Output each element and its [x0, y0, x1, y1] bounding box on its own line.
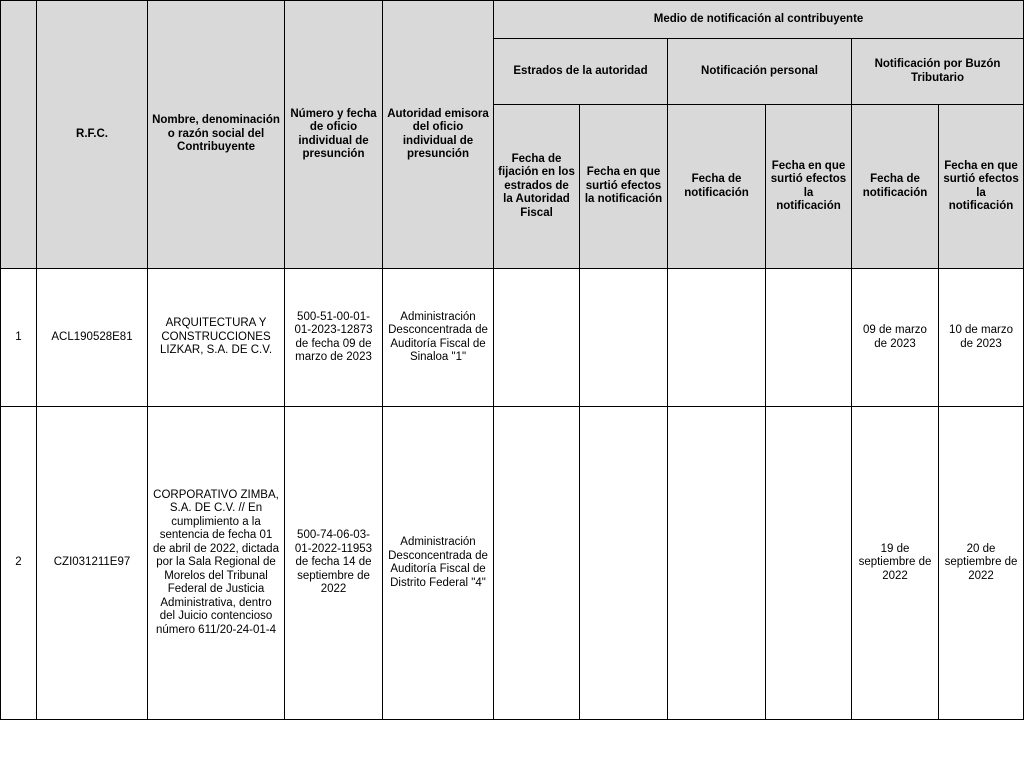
table-row: [1, 269, 1024, 407]
header-medio-notificacion: Medio de notificación al contribuyente: [494, 1, 1024, 39]
row-estrados-fijacion: [494, 407, 580, 720]
row-oficio: 500-51-00-01-01-2023-12873 de fecha 09 de marzo de 2023: [285, 269, 383, 407]
row-buzon-notificacion: 19 de septiembre de 2022: [852, 407, 939, 720]
row-buzon-notificacion: 09 de marzo de 2023: [852, 269, 939, 407]
header-autoridad-emisora: Autoridad emisora del oficio individual de presunción: [383, 1, 494, 269]
row-oficio: 500-74-06-03-01-2022-11953 de fecha 14 de septiembre de 2022: [285, 407, 383, 720]
header-numero-fecha-oficio: Número y fecha de oficio individual de presunción: [285, 1, 383, 269]
table-row: [1, 407, 1024, 720]
header-number-col: [1, 1, 37, 269]
row-personal-notificacion: [668, 269, 766, 407]
header-estrados-fecha-efectos: Fecha en que surtió efectos la notificación: [580, 105, 668, 269]
row-number: 2: [1, 407, 37, 720]
row-autoridad: Administración Desconcentrada de Auditoría Fiscal de Sinaloa "1": [383, 269, 494, 407]
row-autoridad: Administración Desconcentrada de Auditoría Fiscal de Distrito Federal "4": [383, 407, 494, 720]
row-personal-notificacion: [668, 407, 766, 720]
row-rfc: CZI031211E97: [37, 407, 148, 720]
row-buzon-efectos: 10 de marzo de 2023: [939, 269, 1024, 407]
row-estrados-efectos: [580, 269, 668, 407]
header-buzon-fecha-notificacion: Fecha de notificación: [852, 105, 939, 269]
header-rfc: R.F.C.: [37, 1, 148, 269]
row-rfc: ACL190528E81: [37, 269, 148, 407]
row-buzon-efectos: 20 de septiembre de 2022: [939, 407, 1024, 720]
header-estrados-fecha-fijacion: Fecha de fijación en los estrados de la Autoridad Fiscal: [494, 105, 580, 269]
header-nombre: Nombre, denominación o razón social del Contribuyente: [148, 1, 285, 269]
table-body: [1, 269, 1024, 720]
header-personal-fecha-efectos: Fecha en que surtió efectos la notificación: [766, 105, 852, 269]
header-buzon-tributario: Notificación por Buzón Tributario: [852, 39, 1024, 105]
header-personal-fecha-notificacion: Fecha de notificación: [668, 105, 766, 269]
header-estrados-autoridad: Estrados de la autoridad: [494, 39, 668, 105]
row-personal-efectos: [766, 407, 852, 720]
row-nombre: CORPORATIVO ZIMBA, S.A. DE C.V. // En cumplimiento a la sentencia de fecha 01 de abril de 2022, dictada por la Sala Regional de Morelos del Tribunal Federal de Justicia Administrativa, dentro del Juicio contencioso número 611/20-24-01-4: [148, 407, 285, 720]
row-estrados-efectos: [580, 407, 668, 720]
header-notificacion-personal: Notificación personal: [668, 39, 852, 105]
row-personal-efectos: [766, 269, 852, 407]
row-estrados-fijacion: [494, 269, 580, 407]
row-number: 1: [1, 269, 37, 407]
header-buzon-fecha-efectos: Fecha en que surtió efectos la notificación: [939, 105, 1024, 269]
table-header: [1, 1, 1024, 269]
row-nombre: ARQUITECTURA Y CONSTRUCCIONES LIZKAR, S.A. DE C.V.: [148, 269, 285, 407]
